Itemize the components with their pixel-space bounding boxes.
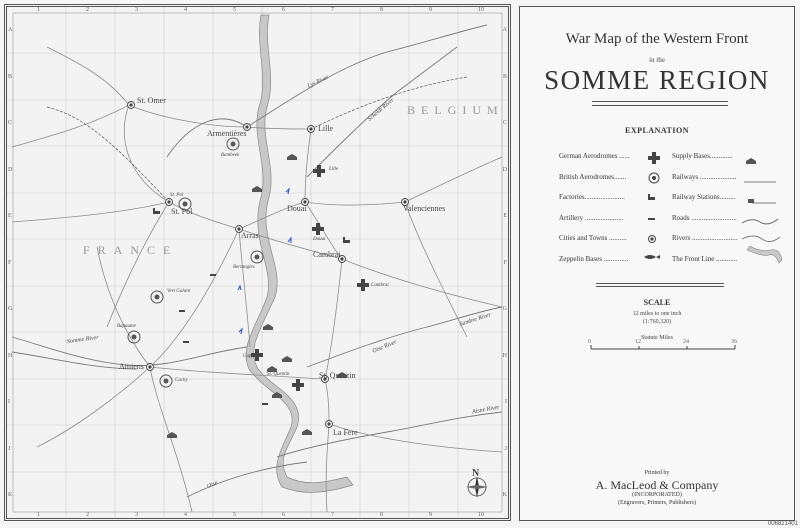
river-label: Oise River	[371, 339, 398, 355]
grid-row-tick: D	[8, 166, 13, 173]
place-label: Rambeek	[221, 153, 240, 158]
roundel-icon	[160, 375, 172, 387]
legend-item-city: Cities and Towns ..........	[559, 234, 627, 242]
artillery-icon	[179, 310, 185, 312]
region-label-belgium: BELGIUM	[407, 103, 504, 117]
iron-cross-icon	[648, 152, 660, 164]
place-label: Cambrai	[371, 283, 389, 288]
compass-rose-icon	[466, 476, 488, 498]
british-aerodromes	[128, 138, 263, 387]
city-icon	[326, 421, 333, 428]
grid-col-tick: 5	[233, 512, 236, 518]
river-label: Aisne River	[471, 404, 501, 416]
grid-col-tick: 1	[37, 7, 40, 13]
grid-row-tick: I	[505, 399, 507, 405]
region-label-france: FRANCE	[83, 243, 179, 257]
city-label: La Fere	[333, 428, 358, 437]
grid-col-tick: 10	[478, 7, 484, 13]
river-label: Sambre River	[458, 312, 492, 328]
supply-bases	[167, 154, 347, 438]
place-label: St. Pol	[170, 193, 184, 198]
roundel-icon	[251, 251, 263, 263]
compass-north-label: N	[472, 468, 480, 479]
legend-item-factory: Factories.......................	[559, 193, 625, 201]
grid-col-tick: 4	[184, 7, 187, 13]
supply-icon	[287, 154, 297, 160]
city-icon	[308, 126, 315, 133]
place-label: Bertangles	[233, 265, 255, 270]
grid-row-tick: E	[8, 213, 12, 219]
grid-col-tick: 3	[135, 7, 138, 13]
city-label: Armentières	[207, 129, 247, 138]
city-label: Valenciennes	[403, 204, 446, 213]
printed-by: Printed by	[644, 470, 670, 476]
city-label: Amiens	[119, 362, 144, 371]
grid-row-tick: G	[502, 306, 507, 312]
legend-item-river: Rivers ..........................	[672, 234, 738, 242]
grid-row-tick: A	[502, 27, 507, 33]
legend-item-roundel: British Aerodromes.......	[559, 172, 627, 181]
legend-heading: EXPLANATION	[624, 126, 690, 135]
city-icon	[166, 199, 173, 206]
scale-unit: Statute Miles	[641, 335, 673, 341]
city-label: St. Pol	[171, 207, 193, 216]
title-rule	[592, 101, 728, 106]
scale-rule	[596, 283, 724, 287]
factory-icon	[343, 237, 350, 243]
grid-col-tick: 3	[135, 512, 138, 518]
grid-col-tick: 10	[478, 512, 484, 518]
city-label: Lille	[318, 124, 334, 133]
grid-row-tick: E	[503, 213, 507, 219]
place-label: Bapaume	[117, 324, 136, 329]
river-label: Scheldt River	[366, 97, 396, 123]
legend-pane	[519, 6, 795, 521]
grid-row-tick: J	[504, 445, 507, 452]
legend-item-railway: Railways .....................	[672, 172, 737, 181]
city-label: St. Omer	[137, 96, 166, 105]
scale-bar	[520, 341, 796, 357]
publisher-incorporated: (INCORPORATED)	[632, 492, 682, 498]
grid-row-tick: D	[502, 166, 507, 173]
place-label: Cachy	[175, 378, 188, 383]
artillery-icon	[262, 403, 268, 405]
roundel-icon	[151, 291, 163, 303]
grid-row-tick: I	[8, 399, 10, 405]
zeppelin-icon	[644, 255, 660, 259]
map-canvas	[7, 7, 508, 518]
factory-icon	[153, 208, 160, 214]
river-label: Lys River	[306, 74, 330, 90]
scale-tick: 24	[683, 339, 689, 345]
publisher-name: A. MacLeod & Company	[595, 478, 719, 492]
iron-cross-icon	[312, 223, 324, 235]
city-icon	[649, 236, 656, 243]
artillery-icon	[183, 341, 189, 343]
station-icon	[748, 199, 776, 203]
supply-icon	[746, 158, 756, 164]
grid-col-tick: 4	[184, 512, 187, 518]
city-label: Arras	[241, 231, 259, 240]
grid-col-tick: 8	[380, 7, 383, 13]
artillery-icon	[648, 218, 655, 220]
serial-number: 006821401	[767, 521, 798, 527]
city-label: Cambrai	[313, 250, 341, 259]
grid-col-tick: 5	[233, 7, 236, 13]
legend-item-road: Roads ..........................	[672, 213, 737, 222]
publisher-trade: (Engravers, Printers, Publishers)	[618, 500, 696, 506]
grid-row-tick: B	[502, 73, 507, 80]
grid-col-tick: 9	[429, 512, 432, 518]
grid-row-tick: H	[502, 352, 507, 359]
scale-tick: 12	[635, 339, 641, 345]
scale-fraction: (1:760,320)	[642, 319, 672, 325]
river-label: Oise	[206, 479, 219, 491]
iron-cross-icon	[313, 165, 325, 177]
scale-tick: 0	[588, 339, 591, 345]
legend-main-title: SOMME REGION	[544, 65, 770, 95]
grid-row-tick: F	[8, 259, 12, 266]
grid-row-tick: K	[502, 492, 507, 498]
grid-row-tick: G	[8, 306, 13, 312]
legend-item-front-line: The Front Line ............	[672, 254, 738, 263]
legend-item-supply: Supply Bases.............	[672, 152, 733, 160]
place-label: Vert Galant	[167, 289, 191, 294]
iron-cross-icon	[357, 279, 369, 291]
grid-row-tick: A	[8, 27, 13, 33]
grid-col-tick: 1	[37, 512, 40, 518]
grid-col-tick: 2	[86, 512, 89, 518]
iron-cross-icon	[292, 379, 304, 391]
river-label: Somme River	[66, 334, 100, 346]
grid-row-tick: F	[503, 259, 507, 266]
city-label: Douai	[287, 204, 307, 213]
river-icon	[742, 236, 780, 242]
artillery-icon	[210, 274, 216, 276]
grid-row-tick: H	[8, 352, 13, 359]
supply-icon	[263, 324, 273, 330]
grid-col-tick: 2	[86, 7, 89, 13]
city-icon	[128, 102, 135, 109]
grid-row-tick: B	[8, 73, 13, 80]
grid-row-tick: C	[8, 120, 13, 126]
city-icon	[147, 364, 154, 371]
front-line-icon	[747, 246, 782, 263]
grid-row-tick: J	[8, 445, 11, 452]
road-icon	[742, 219, 778, 224]
place-label: St. Quentin	[267, 372, 290, 377]
roundel-icon	[227, 138, 239, 150]
grid-col-tick: 6	[282, 512, 285, 518]
grid-row-tick: C	[502, 120, 507, 126]
city-label: St. Quentin	[319, 371, 356, 380]
legend-item-iron-cross: German Aerodromes ......	[559, 152, 630, 160]
legend-item-zeppelin: Zeppelin Bases ..............	[559, 254, 629, 263]
legend-item-artillery: Artillery ......................	[559, 213, 624, 222]
rivers	[12, 25, 502, 497]
supply-icon	[302, 429, 312, 435]
supply-icon	[167, 432, 177, 438]
supply-icon	[282, 356, 292, 362]
grid-col-tick: 7	[331, 7, 334, 13]
scale-tick: 36	[731, 339, 737, 345]
supply-icon	[252, 186, 262, 192]
grid-col-tick: 8	[380, 512, 383, 518]
legend-title-connector: in the	[649, 56, 665, 64]
place-label: Douai	[313, 237, 326, 242]
grid-col-tick: 6	[282, 7, 285, 13]
factory-icon	[648, 194, 655, 200]
legend-item-station: Railway Stations.........	[672, 193, 736, 201]
railways	[47, 77, 467, 202]
grid-col-tick: 7	[331, 512, 334, 518]
grid-col-tick: 9	[429, 7, 432, 13]
place-label: Lille	[329, 167, 339, 172]
scale-heading: SCALE	[643, 298, 671, 307]
grid-row-tick: K	[8, 492, 13, 498]
roundel-icon	[649, 173, 659, 183]
place-label: Cappy	[243, 354, 257, 359]
legend-title: War Map of the Western Front	[565, 31, 749, 47]
scale-ratio: 12 miles to one inch	[632, 311, 682, 317]
legend-symbols	[520, 143, 796, 283]
map-pane	[4, 4, 511, 521]
